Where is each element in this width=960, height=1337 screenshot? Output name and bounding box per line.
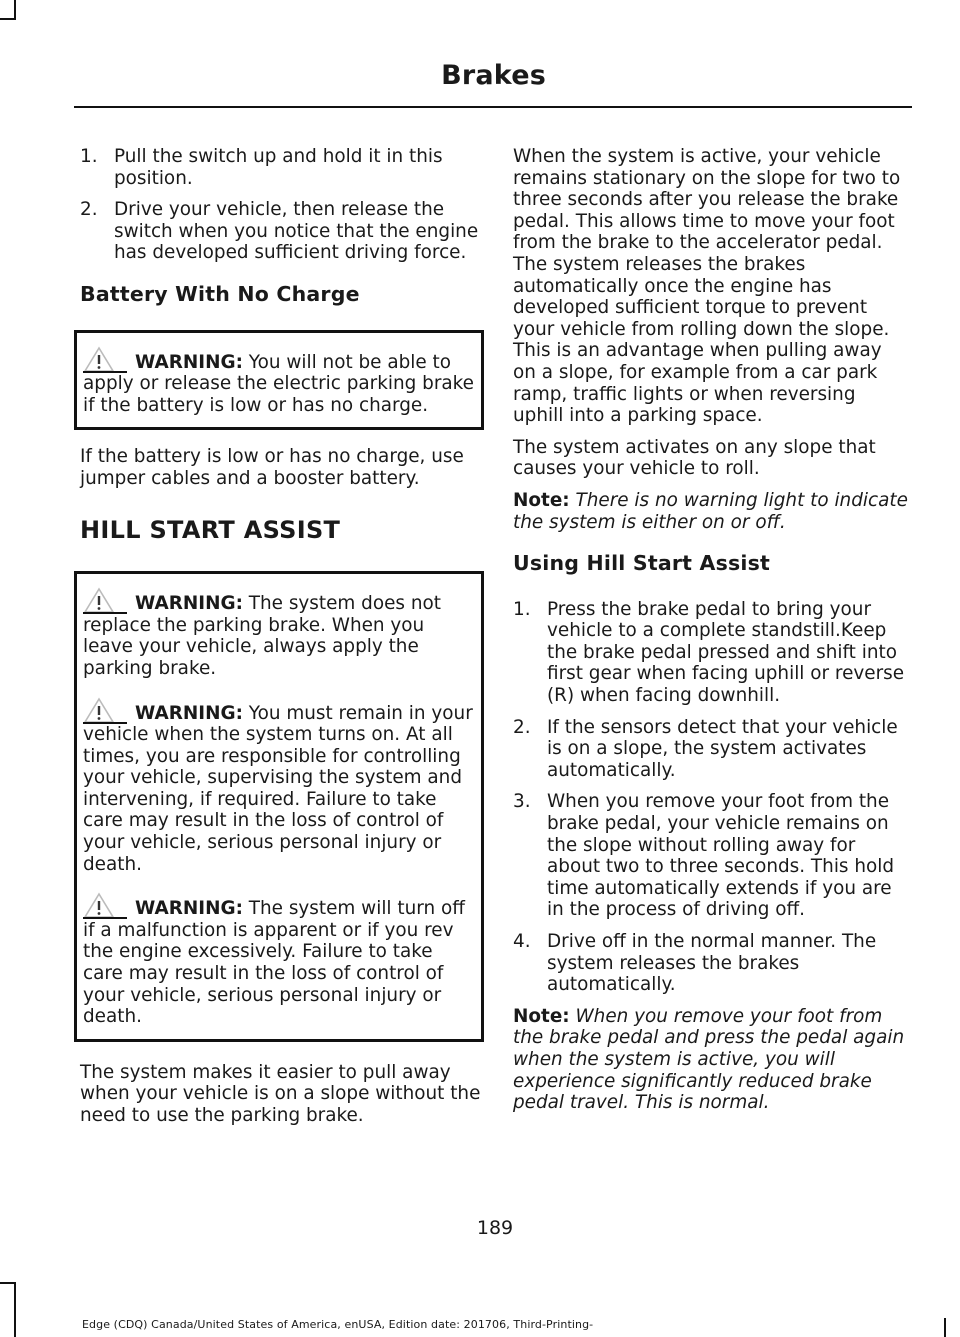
warning-triangle-icon [83, 891, 127, 919]
note-text: When you remove your foot from the brake pedal and press the pedal again when the system is active, you will experience significantly reduced brake pedal travel. This is normal. [513, 1005, 905, 1114]
footer-edition-line: Edge (CDQ) Canada/United States of America, enUSA, Edition date: 201706, Third-Printing- [82, 1318, 594, 1331]
hsa-warning-box [74, 571, 484, 1042]
page-number: 189 [476, 1217, 514, 1239]
list-number: 2. [513, 716, 531, 738]
section-heading: HILL START ASSIST [80, 515, 341, 544]
warning-text: You must remain in your vehicle when the system turns on. At all times, you are responsible for controlling your vehicle, supervising the system and intervening, if required. Failure to take care may result in the loss of control of your vehicle, serious personal injury or death. [83, 702, 473, 875]
note-brake-travel [513, 1006, 909, 1114]
battery-warning-box [74, 330, 484, 431]
list-item [513, 717, 909, 782]
battery-heading: Battery With No Charge [80, 281, 360, 306]
list-item [513, 791, 909, 921]
list-item [513, 599, 909, 707]
note-label: Note: [513, 489, 570, 511]
crop-mark-bottom-left-h [0, 1282, 16, 1284]
left-steps-list [80, 146, 482, 264]
right-column [513, 146, 909, 1124]
list-item [80, 146, 482, 189]
warning-block [83, 345, 474, 417]
warning-block [83, 891, 474, 1028]
crop-mark-bottom-left-v [14, 1282, 16, 1337]
list-number: 3. [513, 791, 531, 813]
list-text: Drive off in the normal manner. The system releases the brakes automatically. [547, 931, 877, 996]
note-warning-light [513, 490, 909, 533]
list-number: 1. [513, 598, 531, 620]
note-text: There is no warning light to indicate the system is either on or off. [513, 489, 908, 533]
warning-label: WARNING: [135, 351, 243, 373]
left-column [80, 146, 482, 1137]
warning-triangle-icon [83, 586, 127, 614]
list-item [80, 199, 482, 264]
list-text: If the sensors detect that your vehicle is on a slope, the system activates automatically. [547, 716, 898, 781]
warning-label: WARNING: [135, 702, 243, 724]
note-label: Note: [513, 1005, 570, 1027]
list-item [513, 931, 909, 996]
slope-paragraph: The system activates on any slope that causes your vehicle to roll. [513, 436, 876, 480]
list-text: Press the brake pedal to bring your vehicle to a complete standstill.Keep the brake pedal pressed and shift into first gear when facing uphill or reverse (R) when facing downhill. [547, 598, 905, 707]
warning-text: The system will turn off if a malfunction is apparent or if you rev the engine excessively. Failure to take care may result in the loss of control of your vehicle, serious personal injury or death. [83, 898, 465, 1028]
crop-mark-bottom-right-v [944, 1318, 946, 1337]
warning-text: The system does not replace the parking brake. When you leave your vehicle, always apply the parking brake. [83, 593, 441, 679]
list-text: When you remove your foot from the brake pedal, your vehicle remains on the slope without rolling away for about two to three seconds. This hold time automatically extends if you are in the process of driving off. [547, 791, 895, 921]
warning-triangle-icon [83, 696, 127, 724]
warning-text: You will not be able to apply or release the electric parking brake if the battery is low or has no charge. [83, 351, 474, 416]
warning-label: WARNING: [135, 593, 243, 615]
header-divider [74, 106, 912, 108]
hsa-description-paragraph: When the system is active, your vehicle remains stationary on the slope for two to three seconds after you release the brake pedal. This allows time to move your foot from the brake to the accelerator pedal. The system releases the brakes automatically once the engine has developed sufficient torque to prevent your vehicle from rolling down the slope. This is an advantage when pulling away on a slope, for example from a car park ramp, traffic lights or when reversing uphill into a parking space. [513, 146, 901, 427]
crop-mark-top-left-v [14, 0, 16, 20]
hsa-paragraph: The system makes it easier to pull away when your vehicle is on a slope without the need to use the parking brake. [80, 1061, 481, 1126]
warning-block [83, 586, 474, 679]
list-number: 1. [80, 146, 98, 167]
battery-paragraph: If the battery is low or has no charge, use jumper cables and a booster battery. [80, 446, 464, 489]
using-heading: Using Hill Start Assist [513, 551, 770, 576]
list-text: Pull the switch up and hold it in this position. [114, 146, 443, 189]
warning-block [83, 696, 474, 876]
list-number: 4. [513, 931, 531, 952]
warning-label: WARNING: [135, 898, 243, 920]
list-number: 2. [80, 199, 98, 221]
warning-triangle-icon [83, 345, 127, 373]
crop-mark-top-left-h [0, 18, 16, 20]
list-text: Drive your vehicle, then release the switch when you notice that the engine has developed sufficient driving force. [114, 199, 479, 264]
using-steps-list [513, 599, 909, 996]
page-title: Brakes [441, 60, 546, 91]
